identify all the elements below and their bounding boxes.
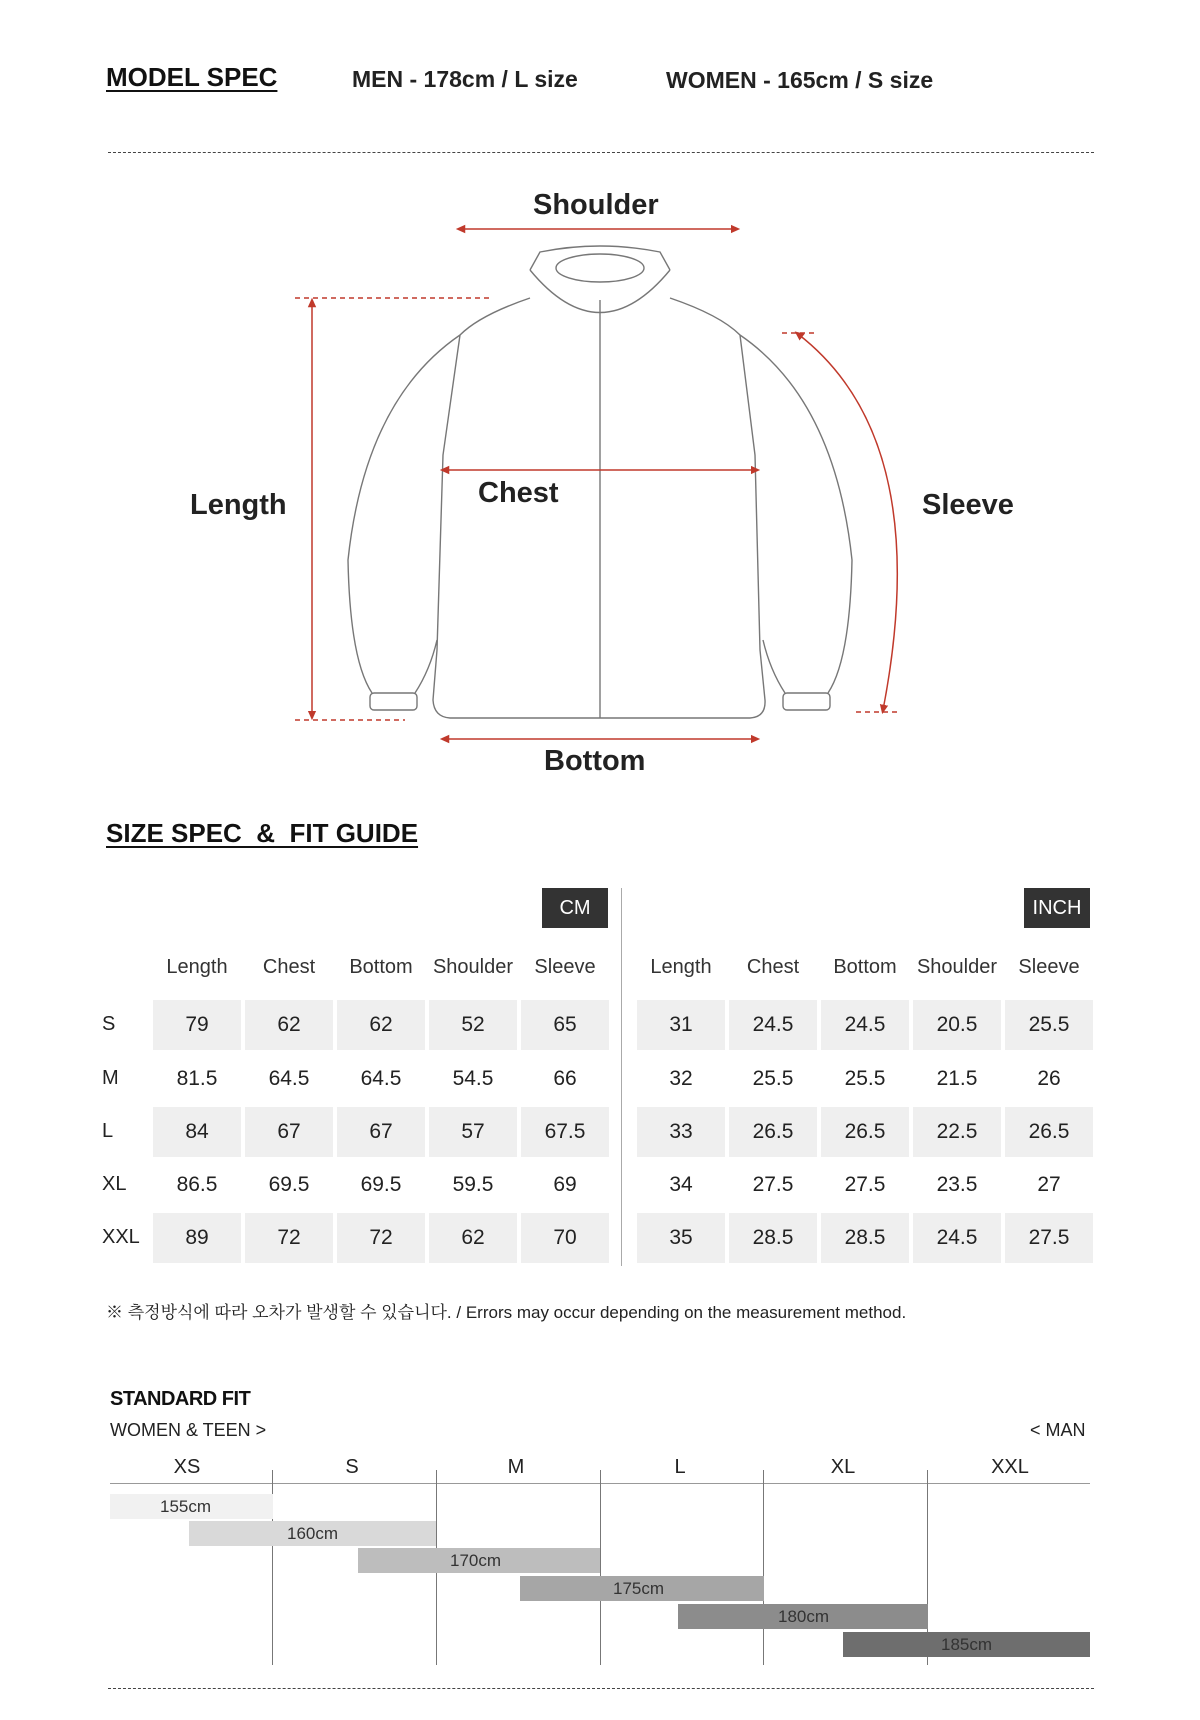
measure-lines [295,229,898,739]
fit-size-label: M [507,1456,525,1478]
inch-cell: 27.5 [844,1173,886,1196]
cm-cell: 65 [521,1000,609,1050]
size-row-label: M [102,1067,119,1089]
divider-bottom [108,1688,1094,1689]
cm-cell: 62 [245,1000,333,1050]
inch-col-header: Length [650,956,712,978]
fit-height-bar [843,1632,1090,1657]
cm-cell: 57 [429,1107,517,1157]
cm-cell: 69 [553,1173,577,1196]
cm-unit-badge: CM [542,888,608,928]
inch-cell: 33 [637,1107,725,1157]
fit-height-bar [520,1576,764,1601]
size-row-label: XXL [102,1226,140,1248]
size-spec-title: SIZE SPEC & FIT GUIDE [106,818,419,848]
inch-cell: 28.5 [729,1213,817,1263]
man-label: < MAN [1030,1420,1086,1440]
inch-cell: 25.5 [1005,1000,1093,1050]
model-spec-men: MEN - 178cm / L size [352,66,578,92]
cm-col-header: Bottom [349,956,413,978]
fit-height-label: 155cm [160,1497,212,1516]
fit-height-label: 175cm [613,1579,665,1598]
inch-cell: 24.5 [913,1213,1001,1263]
inch-col-header: Chest [746,956,800,978]
cm-cell: 81.5 [176,1067,218,1090]
fit-size-label: XS [173,1456,201,1478]
cm-cell: 64.5 [268,1067,310,1090]
cm-cell: 64.5 [360,1067,402,1090]
inch-unit-badge: INCH [1024,888,1090,928]
fit-height-label: 170cm [450,1551,502,1570]
size-row-label: L [102,1120,114,1142]
inch-cell: 20.5 [913,1000,1001,1050]
cm-cell: 67.5 [521,1107,609,1157]
cm-cell: 89 [153,1213,241,1263]
inch-cell: 27.5 [1005,1213,1093,1263]
cm-cell: 62 [337,1000,425,1050]
label-chest: Chest [478,477,559,509]
inch-cell: 35 [637,1213,725,1263]
cm-col-header: Chest [262,956,316,978]
cm-col-header: Sleeve [534,956,596,978]
inch-cell: 27.5 [752,1173,794,1196]
cm-cell: 72 [245,1213,333,1263]
cm-cell: 54.5 [452,1067,494,1090]
inch-cell: 26.5 [821,1107,909,1157]
fit-size-label: L [674,1456,686,1478]
model-spec-title: MODEL SPEC [106,62,278,92]
cm-cell: 69.5 [268,1173,310,1196]
cm-cell: 86.5 [176,1173,218,1196]
cm-cell: 70 [521,1213,609,1263]
fit-grid-line [763,1470,764,1665]
fit-height-label: 180cm [778,1607,830,1626]
inch-col-header: Shoulder [916,956,998,978]
inch-cell: 25.5 [752,1067,794,1090]
label-length: Length [190,489,287,521]
fit-height-bar [110,1494,273,1519]
label-sleeve: Sleeve [922,489,1014,521]
cm-cell: 67 [337,1107,425,1157]
fit-size-label: S [345,1456,359,1478]
label-bottom: Bottom [544,745,646,777]
cm-cell: 67 [245,1107,333,1157]
cm-cell: 79 [153,1000,241,1050]
inch-col-header: Bottom [833,956,897,978]
size-row-label: S [102,1013,116,1035]
inch-cell: 26 [1037,1067,1061,1090]
cm-col-header: Length [166,956,228,978]
measurement-note: ※ 측정방식에 따라 오차가 발생할 수 있습니다. / Errors may occur depending on the measurement method. [106,1303,907,1322]
inch-cell: 32 [669,1067,693,1090]
model-spec-women: WOMEN - 165cm / S size [666,67,934,93]
inch-cell: 31 [637,1000,725,1050]
cm-cell: 84 [153,1107,241,1157]
cm-cell: 52 [429,1000,517,1050]
cm-col-header: Shoulder [432,956,514,978]
cm-cell: 72 [337,1213,425,1263]
fit-grid-line [600,1470,601,1665]
cm-cell: 62 [429,1213,517,1263]
fit-height-bar [189,1521,436,1546]
inch-cell: 27 [1037,1173,1061,1196]
inch-cell: 24.5 [821,1000,909,1050]
inch-cell: 25.5 [844,1067,886,1090]
women-teen-label: WOMEN & TEEN > [110,1420,267,1440]
fit-height-bar [358,1548,600,1573]
size-row-label: XL [102,1173,127,1195]
fit-height-bar [678,1604,928,1629]
table-divider [621,888,622,1266]
cm-cell: 66 [553,1067,577,1090]
label-shoulder: Shoulder [533,189,659,221]
fit-height-label: 185cm [941,1635,993,1654]
fit-height-label: 160cm [287,1524,339,1543]
cm-cell: 59.5 [452,1173,494,1196]
jacket-diagram [0,0,1200,780]
fit-size-label: XXL [991,1456,1029,1478]
inch-cell: 21.5 [936,1067,978,1090]
inch-col-header: Sleeve [1018,956,1080,978]
inch-cell: 24.5 [729,1000,817,1050]
inch-cell: 34 [669,1173,693,1196]
inch-cell: 23.5 [936,1173,978,1196]
fit-size-label: XL [830,1456,856,1478]
cm-cell: 69.5 [360,1173,402,1196]
inch-cell: 26.5 [1005,1107,1093,1157]
inch-cell: 28.5 [821,1213,909,1263]
standard-fit-title: STANDARD FIT [110,1388,251,1410]
inch-cell: 22.5 [913,1107,1001,1157]
jacket-outline [348,246,852,718]
inch-cell: 26.5 [729,1107,817,1157]
